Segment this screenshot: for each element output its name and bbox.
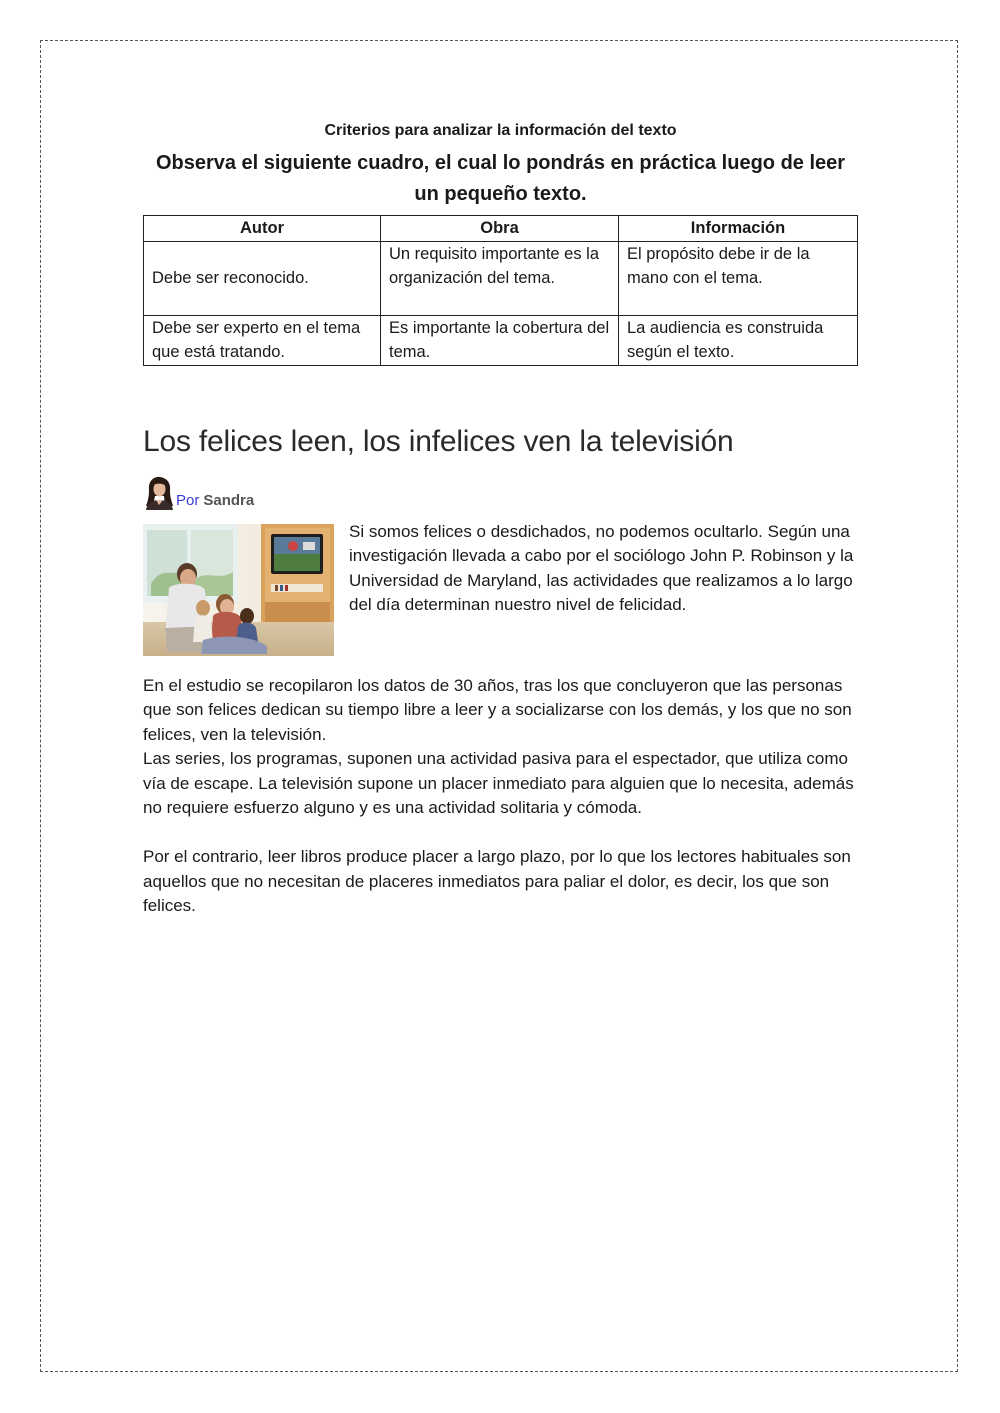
table-header-row <box>144 216 858 242</box>
family-watching-tv-photo <box>143 524 334 656</box>
table-cell: Un requisito importante es la organización del tema. <box>381 241 619 315</box>
body-paragraph-2: Las series, los programas, suponen una actividad pasiva para el espectador, que utiliza como vía de escape. La televisión supone un placer inmediato para alguien que lo necesita, además no requiere esfuerzo alguno y es una actividad solitaria y cómoda. <box>143 749 854 818</box>
table-row <box>144 315 858 365</box>
author-name: Sandra <box>203 491 255 509</box>
article-title: Los felices leen, los infelices ven la televisión <box>143 424 734 458</box>
intro-paragraph: Si somos felices o desdichados, no podemos ocultarlo. Según una investigación llevada a cabo por el sociólogo John P. Robinson y la Universidad de Maryland, las actividades que realizamos a lo largo del día determinan nuestro nivel de felicidad. <box>349 521 854 615</box>
intro-block <box>143 521 858 656</box>
table-cell: El propósito debe ir de la mano con el tema. <box>619 241 858 315</box>
column-header-obra: Obra <box>381 216 619 242</box>
table-cell: La audiencia es construida según el texto. <box>619 315 858 365</box>
document-content <box>143 118 858 919</box>
table-cell: Debe ser experto en el tema que está tratando. <box>144 315 381 365</box>
table-cell: Es importante la cobertura del tema. <box>381 315 619 365</box>
instruction-heading: Observa el siguiente cuadro, el cual lo pondrás en práctica luego de leer un pequeño texto. <box>155 152 846 205</box>
criteria-table <box>143 215 858 366</box>
byline-prefix: Por <box>176 491 200 509</box>
author-avatar-icon <box>143 476 175 510</box>
body-paragraph-1: En el estudio se recopilaron los datos de 30 años, tras los que concluyeron que las personas que son felices dedican su tiempo libre a leer y a socializarse con los demás, y los que no son felices, ven la televisión. <box>143 675 852 744</box>
table-row <box>144 241 858 315</box>
page-subtitle: Criterios para analizar la información del texto <box>324 122 677 139</box>
byline <box>143 476 858 510</box>
table-cell: Debe ser reconocido. <box>144 241 381 315</box>
body-paragraph-3: Por el contrario, leer libros produce placer a largo plazo, por lo que los lectores habituales son aquellos que no necesitan de placeres inmediatos para paliar el dolor, es decir, los que son felices. <box>143 847 851 916</box>
column-header-autor: Autor <box>144 216 381 242</box>
column-header-informacion: Información <box>619 216 858 242</box>
